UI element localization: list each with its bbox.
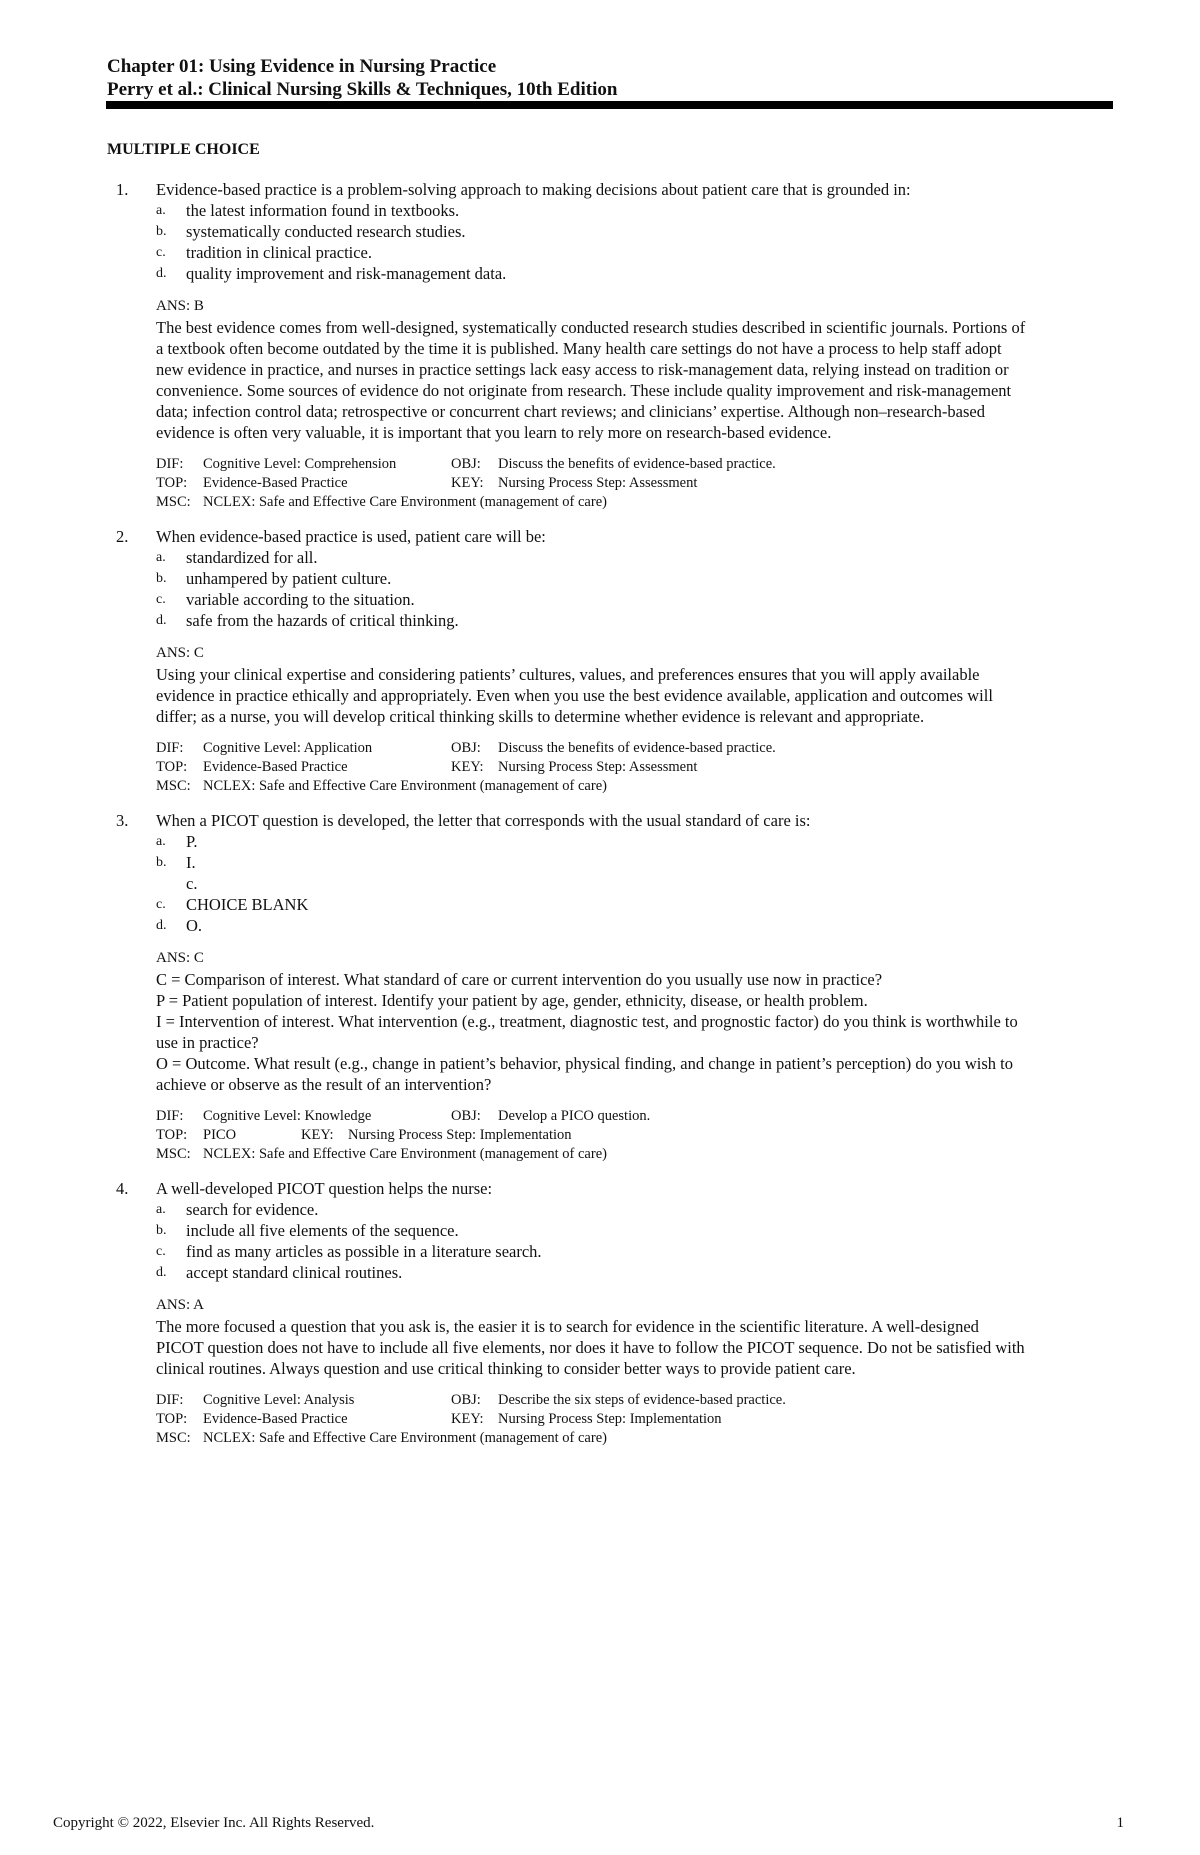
choice-text: unhampered by patient culture.: [186, 569, 392, 588]
msc-label: MSC:: [156, 1146, 191, 1162]
dif-label: DIF:: [156, 456, 184, 472]
choice-text: quality improvement and risk-management data.: [186, 264, 507, 283]
choice-item: [156, 589, 1115, 610]
page-number: 1: [1116, 1815, 1124, 1831]
rationale-line: evidence is often very valuable, it is important that you learn to rely more on research-based evidence.: [156, 423, 832, 442]
dif-label: DIF:: [156, 740, 184, 756]
choice-letter: c.: [156, 897, 166, 912]
msc-label: MSC:: [156, 494, 191, 510]
choice-text: c.: [186, 874, 198, 893]
obj-label: OBJ:: [451, 1392, 481, 1408]
msc-value: NCLEX: Safe and Effective Care Environment (management of care): [203, 778, 607, 794]
question-stem: When evidence-based practice is used, patient care will be:: [156, 527, 546, 546]
choice-text: the latest information found in textbooks.: [186, 201, 460, 220]
dif-value: Cognitive Level: Application: [203, 740, 373, 756]
book-subtitle: Perry et al.: Clinical Nursing Skills & Techniques, 10th Edition: [107, 79, 618, 100]
choice-letter: d.: [156, 613, 167, 628]
choice-letter: c.: [156, 592, 166, 607]
choice-list: [156, 1199, 1115, 1283]
choice-item: [156, 915, 1115, 936]
choice-item: [156, 894, 1115, 915]
rationale-line: C = Comparison of interest. What standard of care or current intervention do you usually use now in practice?: [156, 970, 883, 989]
choice-text: accept standard clinical routines.: [186, 1263, 403, 1282]
choice-letter: b.: [156, 571, 167, 586]
question-stem: A well-developed PICOT question helps the nurse:: [156, 1179, 493, 1198]
choice-item: [156, 568, 1115, 589]
choice-letter: a.: [156, 550, 166, 565]
dif-label: DIF:: [156, 1392, 184, 1408]
obj-value: Develop a PICO question.: [498, 1108, 651, 1124]
copyright-notice: Copyright © 2022, Elsevier Inc. All Rights Reserved.: [53, 1815, 375, 1831]
question-4: [116, 1178, 1115, 1448]
top-label: TOP:: [156, 1411, 188, 1427]
choice-item: [156, 1199, 1115, 1220]
choice-item: [156, 610, 1115, 631]
choice-letter: d.: [156, 266, 167, 281]
obj-label: OBJ:: [451, 456, 481, 472]
obj-value: Discuss the benefits of evidence-based practice.: [498, 456, 776, 472]
choice-item: [156, 873, 1115, 894]
top-label: TOP:: [156, 759, 188, 775]
key-value: Nursing Process Step: Implementation: [348, 1127, 572, 1143]
top-value: Evidence-Based Practice: [203, 1411, 348, 1427]
dif-value: Cognitive Level: Comprehension: [203, 456, 397, 472]
choice-item: [156, 1241, 1115, 1262]
question-1: [116, 179, 1115, 512]
obj-label: OBJ:: [451, 740, 481, 756]
top-label: TOP:: [156, 1127, 188, 1143]
rationale-line: achieve or observe as the result of an intervention?: [156, 1075, 492, 1094]
choice-letter: a.: [156, 1202, 166, 1217]
question-number: 4.: [116, 1179, 129, 1198]
choice-item: [156, 831, 1115, 852]
choice-item: [156, 1262, 1115, 1283]
question-stem: Evidence-based practice is a problem-solving approach to making decisions about patient care that is grounded in:: [156, 180, 911, 199]
choice-text: safe from the hazards of critical thinking.: [186, 611, 459, 630]
msc-label: MSC:: [156, 1430, 191, 1446]
rationale-line: use in practice?: [156, 1033, 259, 1052]
msc-label: MSC:: [156, 778, 191, 794]
question-metadata: [156, 1391, 1115, 1448]
dif-label: DIF:: [156, 1108, 184, 1124]
question-2: [116, 526, 1115, 796]
rationale-line: I = Intervention of interest. What intervention (e.g., treatment, diagnostic test, and prognostic factor) do you think is worthwhile to: [156, 1012, 1018, 1031]
rationale-line: clinical routines. Always question and use critical thinking to consider better ways to provide patient care.: [156, 1359, 856, 1378]
rationale-line: The best evidence comes from well-designed, systematically conducted research studies described in scientific journals. Portions of: [156, 318, 1026, 337]
question-metadata: [156, 455, 1115, 512]
choice-letter: b.: [156, 855, 167, 870]
key-label: KEY:: [451, 475, 484, 491]
top-value: Evidence-Based Practice: [203, 759, 348, 775]
choice-text: variable according to the situation.: [186, 590, 415, 609]
choice-text: tradition in clinical practice.: [186, 243, 373, 262]
choice-letter: c.: [156, 245, 166, 260]
choice-list: [156, 831, 1115, 936]
question-metadata: [156, 1107, 1115, 1164]
question-metadata: [156, 739, 1115, 796]
rationale-line: Using your clinical expertise and considering patients’ cultures, values, and preferences ensures that you will apply available: [156, 665, 980, 684]
choice-item: [156, 221, 1115, 242]
choice-item: [156, 852, 1115, 873]
choice-letter: b.: [156, 1223, 167, 1238]
answer-key: ANS: B: [156, 298, 204, 314]
choice-item: [156, 1220, 1115, 1241]
header-rule: [106, 101, 1113, 109]
obj-label: OBJ:: [451, 1108, 481, 1124]
choice-letter: a.: [156, 203, 166, 218]
key-label: KEY:: [451, 1411, 484, 1427]
choice-list: [156, 547, 1115, 631]
choice-text: include all five elements of the sequence.: [186, 1221, 459, 1240]
key-value: Nursing Process Step: Assessment: [498, 759, 698, 775]
choice-text: find as many articles as possible in a literature search.: [186, 1242, 542, 1261]
choice-letter: d.: [156, 1265, 167, 1280]
top-value: Evidence-Based Practice: [203, 475, 348, 491]
rationale-line: The more focused a question that you ask is, the easier it is to search for evidence in the scientific literature. A well-designed: [156, 1317, 979, 1336]
msc-value: NCLEX: Safe and Effective Care Environment (management of care): [203, 1430, 607, 1446]
choice-text: CHOICE BLANK: [186, 895, 309, 914]
question-number: 3.: [116, 811, 129, 830]
choice-item: [156, 200, 1115, 221]
question-number: 2.: [116, 527, 129, 546]
rationale-line: O = Outcome. What result (e.g., change in patient’s behavior, physical finding, and change in patient’s perception) do you wish to: [156, 1054, 1013, 1073]
answer-key: ANS: C: [156, 645, 204, 661]
msc-value: NCLEX: Safe and Effective Care Environment (management of care): [203, 494, 607, 510]
key-value: Nursing Process Step: Implementation: [498, 1411, 722, 1427]
question-3: [116, 810, 1115, 1164]
dif-value: Cognitive Level: Knowledge: [203, 1108, 372, 1124]
choice-item: [156, 263, 1115, 284]
rationale-line: new evidence in practice, and nurses in practice settings lack easy access to risk-management data, relying instead on tradition or: [156, 360, 1009, 379]
msc-value: NCLEX: Safe and Effective Care Environment (management of care): [203, 1146, 607, 1162]
choice-text: I.: [186, 853, 196, 872]
rationale-line: data; infection control data; retrospective or concurrent chart reviews; and clinicians’ expertise. Although non–research-based: [156, 402, 985, 421]
choice-letter: c.: [156, 1244, 166, 1259]
choice-item: [156, 547, 1115, 568]
choice-text: search for evidence.: [186, 1200, 319, 1219]
question-stem: When a PICOT question is developed, the letter that corresponds with the usual standard of care is:: [156, 811, 811, 830]
section-title: MULTIPLE CHOICE: [107, 141, 260, 158]
rationale-line: PICOT question does not have to include all five elements, nor does it have to follow the PICOT sequence. Do not be satisfied with: [156, 1338, 1025, 1357]
choice-list: [156, 200, 1115, 284]
rationale-line: convenience. Some sources of evidence do not originate from research. These include quality improvement and risk-management: [156, 381, 1012, 400]
choice-letter: b.: [156, 224, 167, 239]
rationale-line: a textbook often become outdated by the time it is published. Many health care settings do not have a process to help staff adopt: [156, 339, 1002, 358]
top-value: PICO: [203, 1127, 237, 1143]
answer-key: ANS: A: [156, 1297, 204, 1313]
key-label: KEY:: [451, 759, 484, 775]
choice-text: O.: [186, 916, 203, 935]
top-label: TOP:: [156, 475, 188, 491]
key-label: KEY:: [301, 1127, 334, 1143]
key-value: Nursing Process Step: Assessment: [498, 475, 698, 491]
dif-value: Cognitive Level: Analysis: [203, 1392, 355, 1408]
question-number: 1.: [116, 180, 129, 199]
answer-key: ANS: C: [156, 950, 204, 966]
choice-text: standardized for all.: [186, 548, 318, 567]
chapter-title: Chapter 01: Using Evidence in Nursing Practice: [107, 56, 497, 77]
choice-text: systematically conducted research studies.: [186, 222, 466, 241]
question-list: [116, 179, 1115, 1462]
rationale-line: evidence in practice ethically and appropriately. Even when you use the best evidence available, application and outcomes will: [156, 686, 993, 705]
choice-letter: a.: [156, 834, 166, 849]
obj-value: Discuss the benefits of evidence-based practice.: [498, 740, 776, 756]
choice-text: P.: [186, 832, 198, 851]
obj-value: Describe the six steps of evidence-based practice.: [498, 1392, 786, 1408]
rationale-line: differ; as a nurse, you will develop critical thinking skills to determine whether evidence is relevant and appropriate.: [156, 707, 925, 726]
choice-item: [156, 242, 1115, 263]
choice-letter: d.: [156, 918, 167, 933]
rationale-line: P = Patient population of interest. Identify your patient by age, gender, ethnicity, disease, or health problem.: [156, 991, 868, 1010]
